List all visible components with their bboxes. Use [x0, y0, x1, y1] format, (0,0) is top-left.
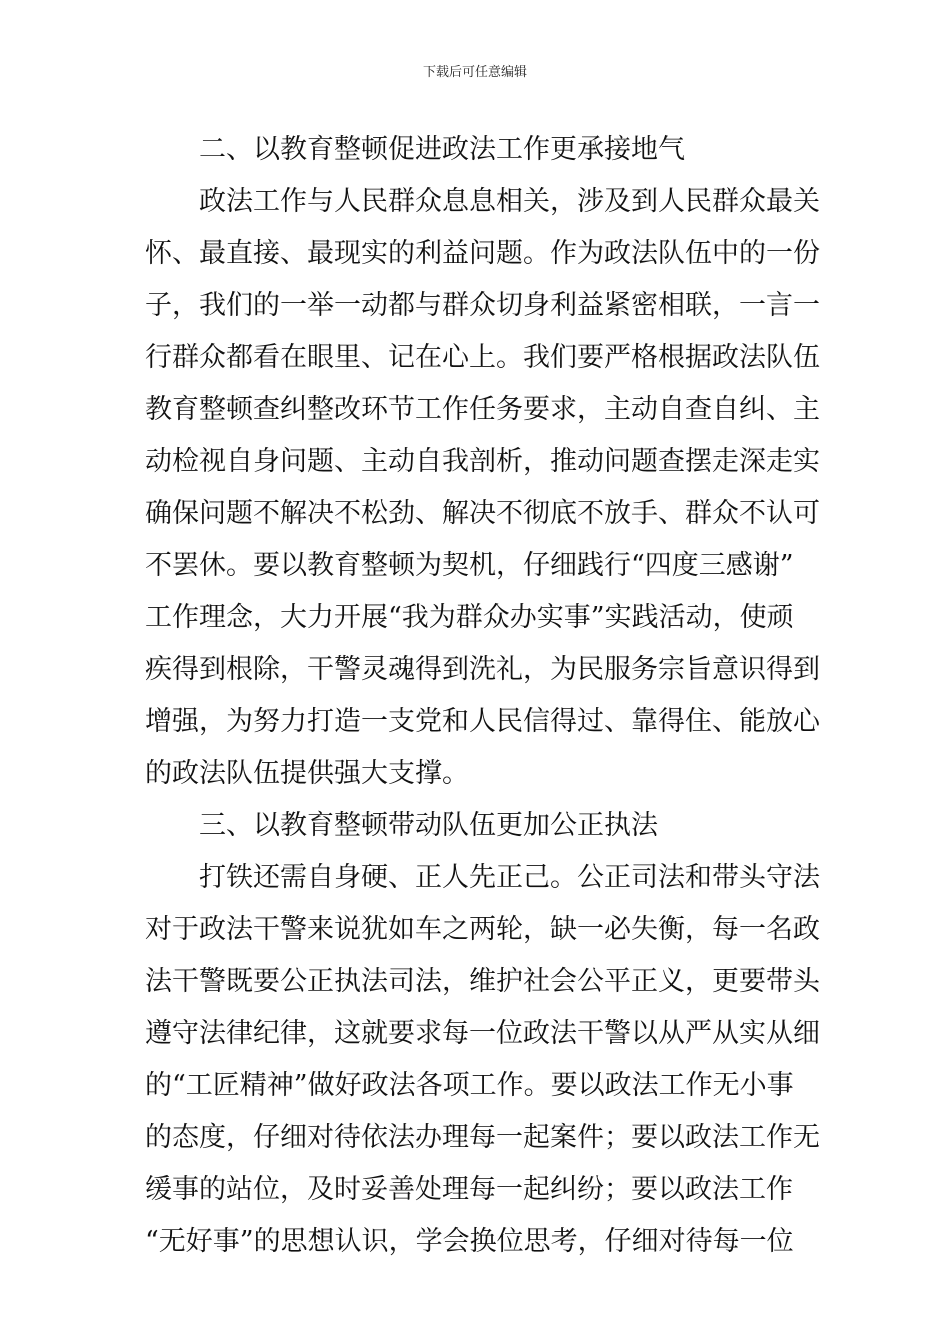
section-three-line: 打铁还需自身硬、正人先正己。公正司法和带头守法: [199, 862, 820, 893]
section-three-line: 对于政法干警来说犹如车之两轮，缺一必失衡，每一名政: [145, 914, 820, 945]
section-two-line: 子，我们的一举一动都与群众切身利益紧密相联，一言一: [145, 290, 820, 321]
section-three-line: 的态度，仔细对待依法办理每一起案件；要以政法工作无: [145, 1122, 820, 1153]
section-two-line: 行群众都看在眼里、记在心上。我们要严格根据政法队伍: [145, 342, 820, 373]
section-two-heading: 二、以教育整顿促进政法工作更承接地气: [199, 134, 685, 165]
section-two-line: 教育整顿查纠整改环节工作任务要求，主动自查自纠、主: [145, 394, 820, 425]
header-note: 下载后可任意编辑: [422, 65, 527, 80]
section-two-line: 政法工作与人民群众息息相关，涉及到人民群众最关: [199, 186, 820, 217]
section-two-line: 增强，为努力打造一支党和人民信得过、靠得住、能放心: [145, 706, 820, 737]
section-three-line: 的“工匠精神”做好政法各项工作。要以政法工作无小事: [145, 1070, 794, 1101]
section-three-line: 遵守法律纪律，这就要求每一位政法干警以从严从实从细: [145, 1018, 820, 1049]
section-three-line: 缓事的站位，及时妥善处理每一起纠纷；要以政法工作: [145, 1174, 793, 1205]
document-body: [145, 124, 820, 1268]
section-two-line: 确保问题不解决不松劲、解决不彻底不放手、群众不认可: [145, 498, 820, 529]
section-three-heading: 三、以教育整顿带动队伍更加公正执法: [199, 810, 658, 841]
section-two-line: 动检视自身问题、主动自我剖析，推动问题查摆走深走实: [145, 446, 820, 477]
section-two-line: 怀、最直接、最现实的利益问题。作为政法队伍中的一份: [145, 238, 820, 269]
section-three-line: 法干警既要公正执法司法，维护社会公平正义，更要带头: [145, 966, 820, 997]
section-three-line: “无好事”的思想认识，学会换位思考，仔细对待每一位: [145, 1226, 794, 1257]
section-two-line: 疾得到根除，干警灵魂得到洗礼，为民服务宗旨意识得到: [145, 654, 820, 685]
section-two-line: 工作理念，大力开展“我为群众办实事”实践活动，使顽: [145, 602, 794, 633]
section-two-line: 不罢休。要以教育整顿为契机，仔细践行“四度三感谢”: [145, 550, 794, 581]
section-two-line: 的政法队伍提供强大支撑。: [145, 758, 469, 789]
